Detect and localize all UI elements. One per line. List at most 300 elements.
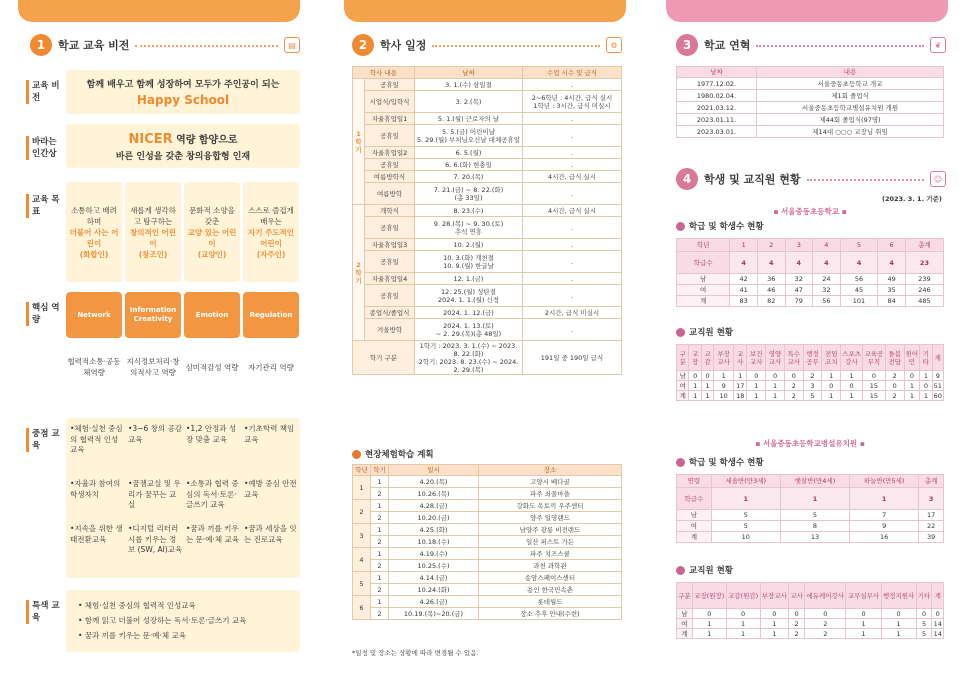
table-row (677, 521, 944, 532)
focus-item: •자율과 참여의 학생자치 (70, 479, 121, 499)
count-cell: 16 (850, 532, 919, 543)
sched-note: 2~6학년 : 4시간, 급식 실시 1학년 : 3시간, 급식 미실시 (523, 91, 622, 113)
section-number: 1 (30, 34, 52, 56)
vision-line2: Happy School (136, 93, 230, 107)
history-date: 1980.02.04. (677, 90, 757, 102)
count-cell: 36 (757, 274, 785, 285)
count-cell: 1 (701, 391, 713, 401)
sched-note: . (523, 79, 622, 91)
field-trip-title (352, 448, 434, 460)
term-dates: 1학기 : 2023. 3. 1.(수) ~ 2023. 8. 22.(화) 2학기: 2023. 8. 23.(수) ~ 2024. 2. 29.(목) (415, 341, 523, 375)
class-count: 4 (878, 252, 906, 274)
competency-card: Regulation (243, 292, 299, 338)
count-cell: 0 (760, 609, 789, 619)
people-icon: ☺ (930, 171, 946, 187)
status-date: (2023. 3. 1. 기준) (882, 195, 942, 203)
count-cell: 5 (711, 521, 780, 532)
competency-text: 심미적감성 역량 (185, 362, 239, 372)
count-cell: 여 (677, 381, 689, 391)
table-row (677, 619, 944, 629)
count-cell: 0 (692, 609, 726, 619)
count-cell: 13 (780, 532, 849, 543)
history-content: 서울중동초등학교병설유치원 개원 (757, 102, 944, 114)
class-count: 4 (785, 252, 813, 274)
count-cell: 0 (846, 609, 881, 619)
sched-event: 개학식 (365, 205, 415, 217)
class-count: 4 (813, 252, 841, 274)
count-cell: 1 (692, 619, 726, 629)
table-row (353, 147, 622, 159)
field-grade: 1 (353, 476, 371, 500)
table-row (353, 239, 622, 251)
field-date: 10.18.(수) (389, 536, 479, 548)
field-term: 1 (371, 596, 389, 608)
sub2 (676, 326, 733, 338)
sched-event: 여름방학 (365, 183, 415, 205)
count-cell: 2 (805, 619, 846, 629)
staff-table (676, 344, 944, 401)
count-cell: 1 (692, 629, 726, 639)
sub4-text: 교직원 현황 (689, 566, 734, 576)
sched-event: 자율휴업일3 (365, 239, 415, 251)
count-header: 계 (932, 345, 943, 371)
field-place: 남양주 광릉 비전랜드 (479, 524, 622, 536)
history-date: 2021.03.12. (677, 102, 757, 114)
field-term: 2 (371, 536, 389, 548)
kinder-student-table (676, 474, 944, 543)
count-cell: 9 (714, 381, 734, 391)
table-row (677, 510, 944, 521)
table-row (677, 274, 944, 285)
count-cell: 17 (734, 381, 747, 391)
goal-text: 문화적 소양을 갖춘 (189, 205, 235, 226)
sched-note: . (523, 319, 622, 341)
table-row (677, 609, 944, 619)
sched-date: 6. 6.(화) 현충일 (415, 159, 523, 171)
table-row (353, 572, 622, 584)
sched-date: 7. 21.(금) ~ 8. 22.(화) (총 33일) (415, 183, 523, 205)
goal-card (184, 182, 240, 282)
count-header: 2 (757, 239, 785, 252)
field-header: 일시 (389, 465, 479, 476)
focus-item: •기초학력 책임교육 (244, 424, 295, 444)
sched-note: 4시간, 급식 실시 (523, 205, 622, 217)
focus-label: 중점 교육 (26, 428, 60, 452)
sub1-text: 학급 및 학생수 현황 (689, 222, 764, 232)
field-grade: 5 (353, 572, 371, 596)
sched-event: 자율휴업일1 (365, 113, 415, 125)
count-header: 구분 (677, 345, 689, 371)
count-cell: 10 (711, 532, 780, 543)
sched-note: 2시간, 급식 미실시 (523, 307, 622, 319)
sched-event: 공휴일 (365, 79, 415, 91)
table-row (353, 79, 622, 91)
count-cell: 5 (803, 391, 822, 401)
count-header: 학년 (677, 239, 730, 252)
field-date: 4.26.(금) (389, 596, 479, 608)
count-cell: 60 (933, 391, 942, 400)
field-place: 과천 과학관 (479, 560, 622, 572)
count-header: 교사 (789, 583, 805, 609)
count-cell: 1 (920, 391, 932, 401)
focus-item: •소통과 협력 중심의 독서·토론·글쓰기 교육 (186, 479, 239, 509)
sched-note: . (523, 251, 622, 273)
count-cell: 14 (933, 619, 942, 628)
section-title: 학사 일정 (380, 39, 427, 52)
term-meals: 191일 중 190일 급식 (523, 341, 622, 375)
goal-tag: (자주인) (256, 249, 286, 259)
field-place: 송암스페이스센터 (479, 572, 622, 584)
field-place: 롯데월드 (479, 596, 622, 608)
field-header: 장소 (479, 465, 622, 476)
section-3-header (676, 34, 946, 56)
table-row (677, 629, 944, 639)
school-name-2: ▪ 서울중동초등학교병설유치원 ▪ (755, 439, 865, 448)
field-grade: 4 (353, 548, 371, 572)
count-cell: 1 (747, 391, 766, 401)
count-header: 연령 (677, 475, 712, 488)
goal-text: 스스로 즐겁게 배우는 (248, 205, 294, 226)
count-cell: 7 (850, 510, 919, 521)
count-cell: 9 (932, 371, 943, 381)
count-cell: 1 (766, 391, 785, 401)
count-cell: 0 (726, 609, 760, 619)
table-row (677, 114, 944, 126)
section-2-header (352, 34, 622, 56)
count-header: 3 (785, 239, 813, 252)
count-cell: 1 (734, 371, 747, 381)
competency-label: 핵심 역량 (26, 302, 60, 326)
count-cell: 1 (841, 371, 863, 381)
count-cell: 계 (677, 391, 689, 401)
count-cell: 485 (905, 296, 943, 307)
count-cell: 0 (862, 371, 885, 381)
count-header: 교육공무직 (862, 345, 885, 371)
count-cell: 79 (785, 296, 813, 307)
field-place: 양주 일영랜드 (479, 512, 622, 524)
sched-event: 공휴일 (365, 285, 415, 307)
count-cell: 0 (766, 371, 785, 381)
count-header: 기타 (920, 345, 932, 371)
special-item: • 체험·실천 중심의 협력적 인성교육 (78, 601, 196, 610)
sched-note: . (523, 239, 622, 251)
goal-card (66, 182, 122, 282)
field-header: 학년 (353, 465, 371, 476)
field-trip-title-text: 현장체험학습 계획 (365, 450, 434, 460)
count-header: 구분 (677, 583, 693, 609)
sched-note: . (523, 285, 622, 307)
count-header: 4 (813, 239, 841, 252)
sched-note: . (523, 125, 622, 147)
table-row (677, 371, 944, 381)
table-row (353, 341, 622, 375)
sched-header: 날짜 (415, 67, 523, 79)
sub1 (676, 220, 764, 232)
count-cell: 2 (885, 391, 904, 401)
table-row (353, 488, 622, 500)
field-grade: 3 (353, 524, 371, 548)
sub2-text: 교직원 현황 (689, 328, 734, 338)
book-icon: ▤ (284, 37, 300, 53)
count-header: 영양교사 (766, 345, 785, 371)
top-band (18, 0, 300, 22)
field-date: 10.25.(수) (389, 560, 479, 572)
sched-date: 5. 1.(월) 근로자의 날 (415, 113, 523, 125)
table-row (353, 307, 622, 319)
count-cell: 24 (813, 274, 841, 285)
sched-date: 10. 2.(월) (415, 239, 523, 251)
top-band-3 (666, 0, 948, 22)
section-schedule (336, 0, 626, 683)
class-count: 3 (919, 488, 944, 510)
count-cell: 1 (904, 391, 920, 401)
table-row (353, 512, 622, 524)
count-cell: 1 (689, 391, 701, 401)
sched-note: . (523, 183, 622, 205)
table-row (353, 500, 622, 512)
table-row (353, 596, 622, 608)
sched-note: . (523, 217, 622, 239)
field-term: 2 (371, 560, 389, 572)
section-number: 3 (676, 34, 698, 56)
sched-date: 9. 28.(목) ~ 9. 30.(토) 추석 연휴 (415, 217, 523, 239)
student-table (676, 238, 944, 307)
field-date: 4.20.(목) (389, 476, 479, 488)
table-row (353, 251, 622, 273)
count-cell: 0 (841, 381, 863, 391)
table-row (353, 560, 622, 572)
count-header: 교무실무사 (846, 583, 881, 609)
table-row (353, 536, 622, 548)
table-row (353, 217, 622, 239)
count-cell: 계 (677, 629, 693, 639)
sched-note: . (523, 273, 622, 285)
count-header: 기타 (916, 583, 932, 609)
sub3-text: 학급 및 학생수 현황 (689, 458, 764, 468)
section-number: 4 (676, 168, 698, 190)
focus-item: •꿈젬교실 및 우리가 꿈꾸는 교실 (128, 479, 181, 509)
class-count: 학급수 (677, 252, 730, 274)
count-cell: 1 (920, 371, 932, 381)
field-term: 1 (371, 572, 389, 584)
count-cell: 1 (747, 381, 766, 391)
field-trip-table (352, 464, 622, 620)
class-count: 4 (757, 252, 785, 274)
count-cell: 3 (803, 381, 822, 391)
table-row (677, 381, 944, 391)
class-count: 4 (730, 252, 758, 274)
history-content: 서울중동초등학교 개교 (757, 78, 944, 90)
sched-date: 8. 23.(수) (415, 205, 523, 217)
goal-card (125, 182, 181, 282)
special-label: 특색 교육 (26, 600, 60, 624)
count-cell: 계 (677, 296, 730, 307)
sched-date: 2024. 1. 13.(토) ~ 2. 29.(목)(총 48일) (415, 319, 523, 341)
count-header: 돌봄전담 (885, 345, 904, 371)
table-row (677, 90, 944, 102)
count-cell: 2 (789, 629, 805, 639)
goal-highlight: 더불어 사는 어린이 (69, 227, 119, 248)
focus-item: •디지털 리터러시를 키우는 정보 (SW, AI)교육 (128, 524, 183, 554)
count-cell: 8 (780, 521, 849, 532)
goal-card (243, 182, 299, 282)
table-row (353, 524, 622, 536)
field-place: 장소 추후 안내(수련) (479, 608, 622, 620)
vision-box (66, 70, 300, 114)
count-cell: 18 (734, 391, 747, 401)
field-date: 10.20.(금) (389, 512, 479, 524)
count-cell: 1 (904, 381, 920, 391)
class-count: 1 (711, 488, 780, 510)
field-date: 4.25.(화) (389, 524, 479, 536)
field-grade: 6 (353, 596, 371, 620)
sched-note: . (523, 113, 622, 125)
goal-text: 새롭게 생각하고 탐구하는 (130, 205, 176, 226)
sched-date: 3. 2.(목) (415, 91, 523, 113)
class-count: 23 (905, 252, 943, 274)
count-header: 에듀케어강사 (805, 583, 846, 609)
count-cell: 56 (840, 274, 878, 285)
focus-item: •예방 중심 안전교육 (244, 479, 297, 499)
field-date: 10.24.(화) (389, 584, 479, 596)
table-row (677, 532, 944, 543)
table-row (353, 584, 622, 596)
count-cell: 49 (878, 274, 906, 285)
competency-text: 협력적소통·공동체역량 (67, 357, 121, 377)
count-cell: 2 (885, 371, 904, 381)
count-header: 세솔반(만3세) (711, 475, 780, 488)
count-header: 총계 (919, 475, 944, 488)
count-cell: 0 (701, 371, 713, 381)
count-cell: 0 (689, 371, 701, 381)
table-row (353, 285, 622, 307)
sched-note: . (523, 147, 622, 159)
table-row (353, 548, 622, 560)
count-cell: 1 (701, 381, 713, 391)
table-row (677, 296, 944, 307)
table-row (353, 205, 622, 217)
count-cell: 남 (677, 371, 689, 381)
count-cell: 5 (916, 619, 932, 629)
count-cell: 84 (878, 296, 906, 307)
history-header: 내용 (757, 67, 944, 78)
section-1-header (30, 34, 300, 56)
count-cell: 35 (878, 285, 906, 296)
count-cell: 0 (916, 609, 932, 619)
count-cell: 17 (919, 510, 944, 521)
schedule-table (352, 66, 622, 375)
field-term: 1 (371, 500, 389, 512)
competency-text: 자기관리 역량 (248, 362, 294, 372)
table-row (353, 183, 622, 205)
count-cell: 2 (803, 371, 822, 381)
table-row (353, 113, 622, 125)
vision-line1: 함께 배우고 함께 성장하여 모두가 주인공이 되는 (86, 80, 280, 90)
note: *일정 및 장소는 상황에 따라 변경될 수 있음. (352, 649, 479, 657)
goal-text: 소통하고 배려하며 (71, 205, 117, 226)
section-4-header (676, 168, 946, 190)
count-header: 하늘반(만5세) (850, 475, 919, 488)
focus-item: •체험·실천 중심의 협력적 인성교육 (70, 424, 123, 454)
sched-date: 3. 1.(수) 삼일절 (415, 79, 523, 91)
table-row (353, 319, 622, 341)
count-header: 6 (878, 239, 906, 252)
history-content: 제44회 졸업식(97명) (757, 114, 944, 126)
field-term: 1 (371, 524, 389, 536)
competency-text: 지식정보처리·창의적사고 역량 (126, 357, 180, 377)
count-cell: 남 (677, 609, 693, 619)
count-cell: 41 (730, 285, 758, 296)
sched-event: 공휴일 (365, 159, 415, 171)
count-cell: 남 (677, 510, 712, 521)
table-row (353, 608, 622, 620)
section-number: 2 (352, 34, 374, 56)
count-cell: 101 (840, 296, 878, 307)
count-cell: 51 (933, 381, 942, 390)
field-place: 고양시 배다골 (479, 476, 622, 488)
count-cell: 1 (846, 629, 881, 639)
goal-highlight: 교양 있는 어린이 (187, 227, 237, 248)
focus-item: •3~6 창의 공감 교육 (128, 424, 182, 444)
field-term: 1 (371, 548, 389, 560)
count-cell: 1 (822, 371, 841, 381)
count-cell: 1 (846, 619, 881, 629)
field-place: 강화도 옥토끼 우주센터 (479, 500, 622, 512)
sched-date: 5. 5.(금) 어린이날 5. 29.(월) 부처님오신날 대체공휴일 (415, 125, 523, 147)
competency-card: Information Creativity (125, 292, 181, 338)
table-row (353, 273, 622, 285)
focus-item: •지속을 위한 생태전환교육 (70, 524, 123, 544)
table-row (677, 391, 944, 401)
count-cell: 32 (813, 285, 841, 296)
table-row (353, 125, 622, 147)
field-term: 2 (371, 584, 389, 596)
sub3 (676, 456, 764, 468)
field-term: 2 (371, 512, 389, 524)
count-cell: 1 (881, 619, 916, 629)
count-header: 전임코치 (822, 345, 841, 371)
nicer-text: NICER (128, 131, 173, 147)
count-cell: 45 (840, 285, 878, 296)
ideal-label: 바라는 인간상 (26, 136, 60, 160)
count-header: 부장교사 (760, 583, 789, 609)
count-cell: 여 (677, 521, 712, 532)
count-header: 햇살반(만4세) (780, 475, 849, 488)
field-header: 학기 (371, 465, 389, 476)
count-cell: 1 (726, 619, 760, 629)
count-cell: 1 (766, 381, 785, 391)
sched-note: 4시간, 급식 실시 (523, 171, 622, 183)
top-band-2 (344, 0, 626, 22)
field-date: 10.19.(목)~20.(금) (389, 608, 479, 620)
section-title: 학생 및 교직원 현황 (704, 173, 801, 186)
count-cell: 5 (916, 629, 932, 639)
goal-highlight: 창의적인 어린이 (129, 227, 177, 248)
count-cell: 1 (760, 619, 789, 629)
section-title: 학교 연혁 (704, 39, 751, 52)
count-cell: 39 (919, 532, 944, 543)
count-cell: 5 (780, 510, 849, 521)
class-count: 학급수 (677, 488, 712, 510)
count-cell: 9 (850, 521, 919, 532)
count-header: 행정공무 (803, 345, 822, 371)
count-cell: 0 (904, 371, 920, 381)
count-header: 부장교사 (714, 345, 734, 371)
count-header: 특수교사 (784, 345, 803, 371)
history-date: 2023.01.11. (677, 114, 757, 126)
table-row (677, 78, 944, 90)
count-cell: 0 (747, 371, 766, 381)
